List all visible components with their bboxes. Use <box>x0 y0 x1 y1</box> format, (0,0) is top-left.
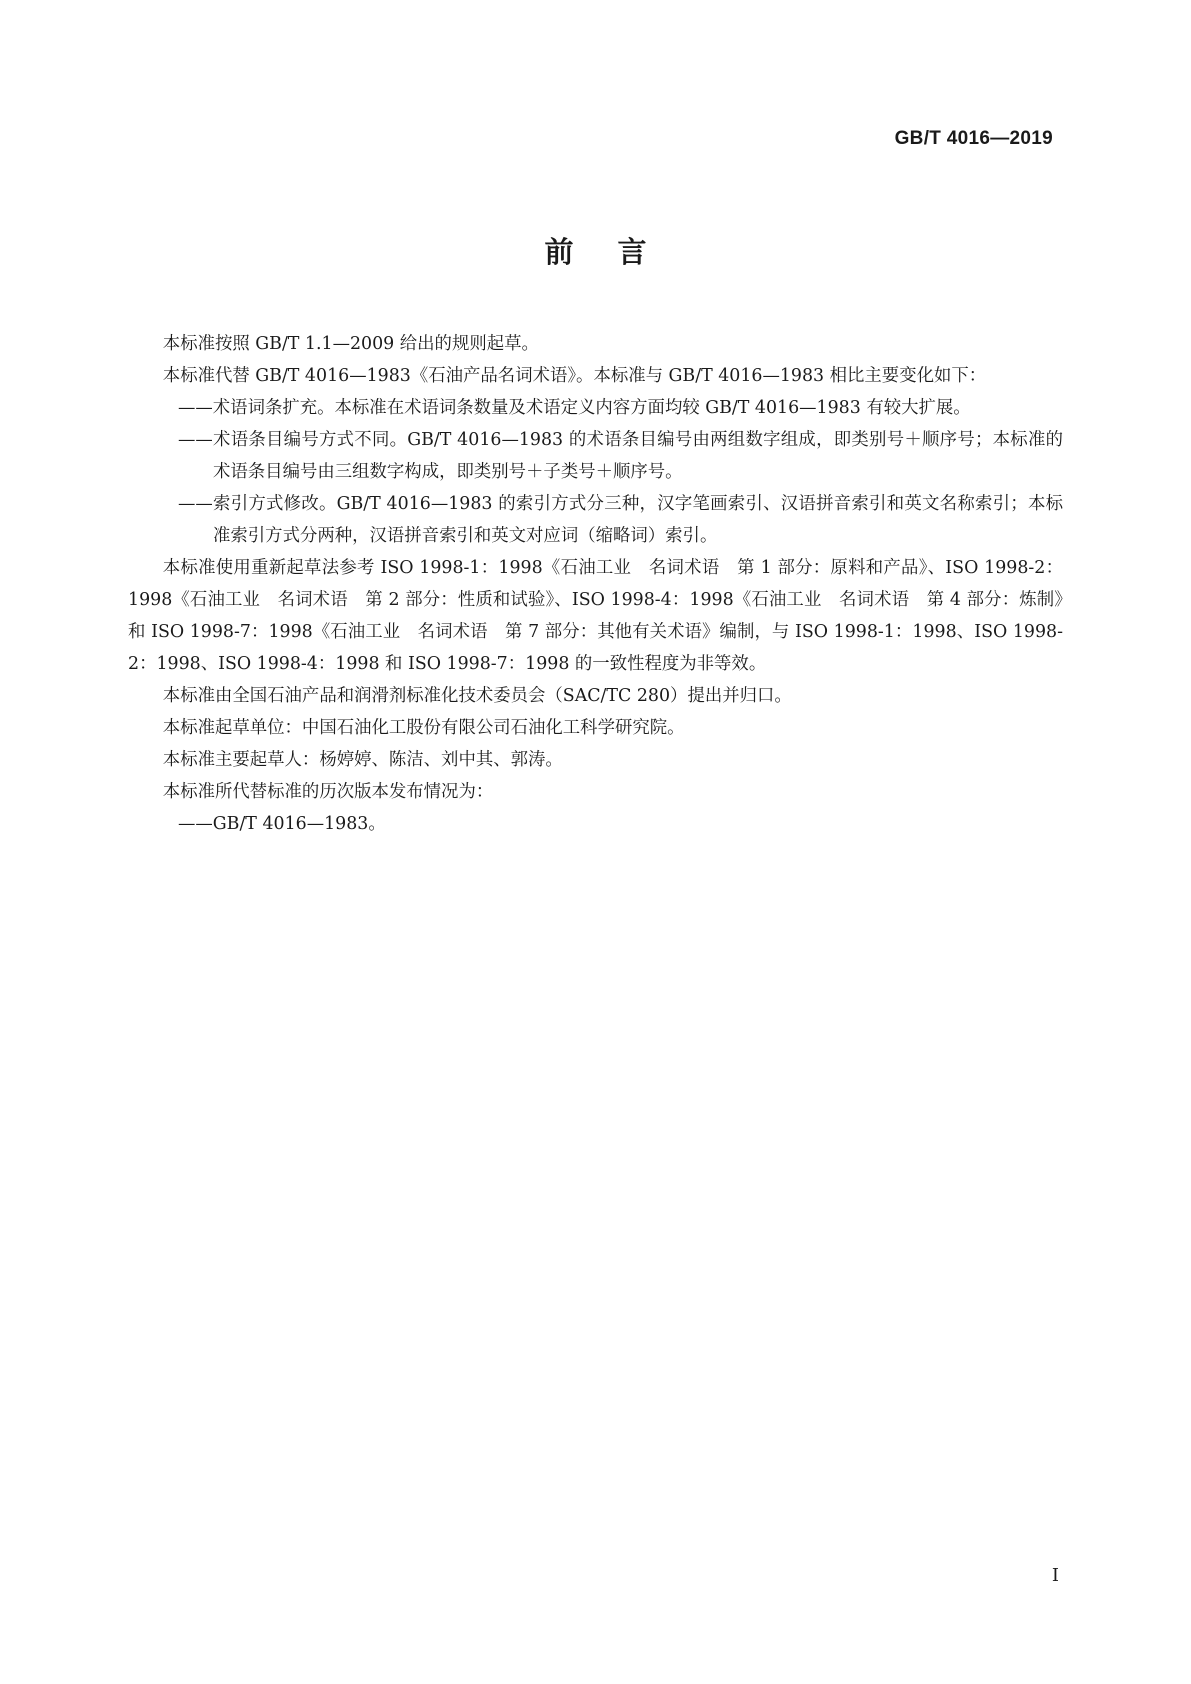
paragraph-replacement: 本标准代替 GB/T 4016—1983《石油产品名词术语》。本标准与 GB/T 4016—1983 相比主要变化如下： <box>162 366 987 386</box>
page-number: I <box>1051 1565 1059 1586</box>
history-item: ——GB/T 4016—1983。 <box>178 814 386 834</box>
paragraph-drafting-unit: 本标准起草单位：中国石油化工股份有限公司石油化工科学研究院。 <box>162 718 685 738</box>
change-item-terms: ——术语词条扩充。本标准在术语词条数量及术语定义内容方面均较 GB/T 4016—1983 有较大扩展。 <box>178 398 971 418</box>
standard-code: GB/T 4016—2019 <box>894 128 1053 149</box>
change-item-numbering: ——术语条目编号方式不同。GB/T 4016—1983 的术语条目编号由两组数字组成，即类别号＋顺序号；本标准的术语条目编号由三组数字构成，即类别号＋子类号＋顺序号。 <box>178 430 1063 482</box>
page-title: 前言 <box>544 235 691 269</box>
foreword-body <box>128 328 1063 840</box>
paragraph-committee: 本标准由全国石油产品和润滑剂标准化技术委员会（SAC/TC 280）提出并归口。 <box>162 686 792 706</box>
paragraph-drafters: 本标准主要起草人：杨婷婷、陈洁、刘中其、郭涛。 <box>162 750 563 770</box>
paragraph-drafting-rules: 本标准按照 GB/T 1.1—2009 给出的规则起草。 <box>162 334 539 354</box>
change-item-index: ——索引方式修改。GB/T 4016—1983 的索引方式分三种，汉字笔画索引、汉语拼音索引和英文名称索引；本标准索引方式分两种，汉语拼音索引和英文对应词（缩略词）索引。 <box>178 494 1063 546</box>
paragraph-history-intro: 本标准所代替标准的历次版本发布情况为： <box>162 782 494 802</box>
paragraph-iso-reference: 本标准使用重新起草法参考 ISO 1998-1：1998《石油工业 名词术语 第 1 部分：原料和产品》、ISO 1998-2：1998《石油工业 名词术语 第 2 部分：性质和试验》、ISO 1998-4：1998《石油工业 名词术语 第 4 部分：炼制》和 ISO 1998-7：1998《石油工业 名词术语 第 7 部分：其他有关术语》编制，与 ISO 1998-1：1998、ISO 1998-2：1998、ISO 1998-4：1998 和 ISO 1998-7：1998 的一致性程度为非等效。 <box>128 558 1063 674</box>
